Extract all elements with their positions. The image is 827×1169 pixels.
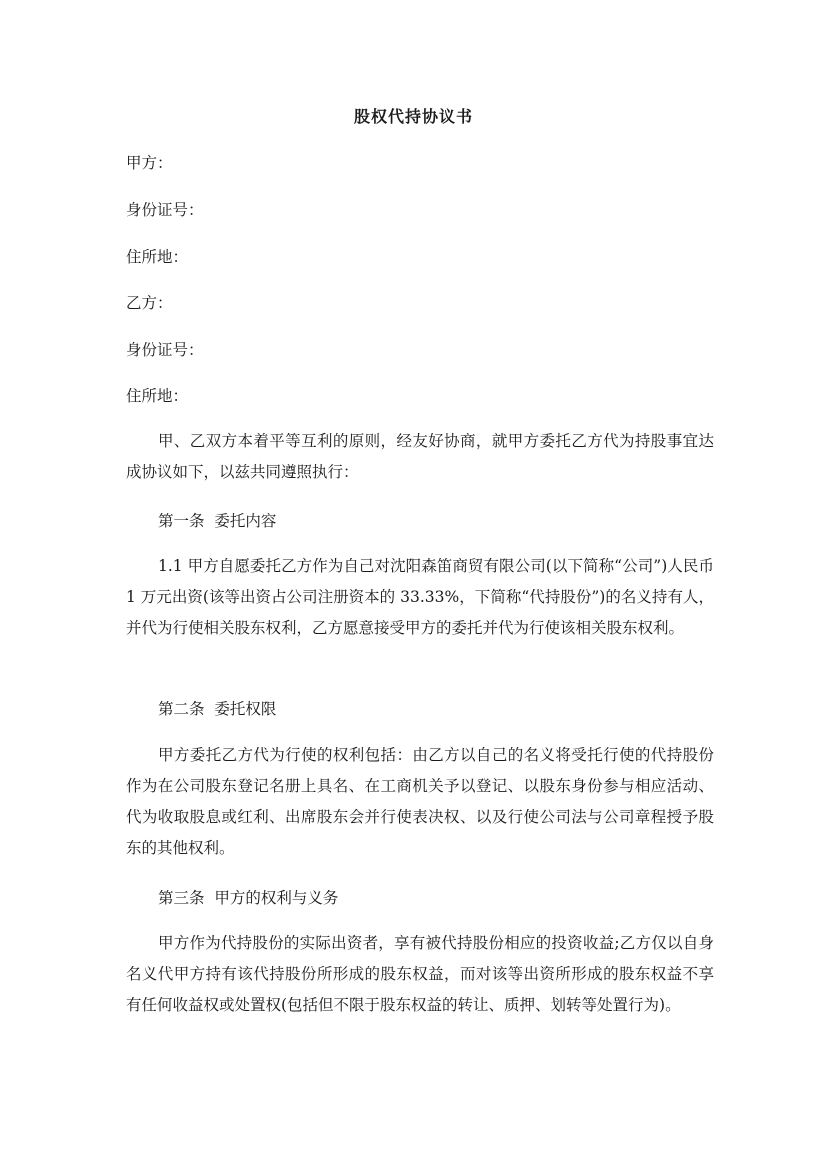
article-3-heading: 第三条 甲方的权利与义务	[158, 889, 339, 907]
article-1-body: 1.1 甲方自愿委托乙方作为自己对沈阳森笛商贸有限公司(以下简称“公司”)人民币 1 万元出资(该等出资占公司注册资本的 33.33%，下简称“代持股份”)的名义持有人，并代为行使相关股东权利，乙方愿意接受甲方的委托并代为行使该相关股东权利。	[126, 557, 714, 637]
party-b-id-label: 身份证号：	[126, 341, 204, 359]
party-a-address-label: 住所地：	[126, 248, 189, 266]
party-a-id-label: 身份证号：	[126, 201, 204, 219]
party-b-label: 乙方：	[126, 294, 173, 312]
party-b-address-label: 住所地：	[126, 387, 189, 405]
preamble-paragraph: 甲、乙双方本着平等互利的原则，经友好协商，就甲方委托乙方代为持股事宜达成协议如下，以兹共同遵照执行：	[126, 432, 714, 481]
document-title: 股权代持协议书	[353, 107, 473, 126]
article-1-heading: 第一条 委托内容	[158, 512, 277, 530]
article-2-heading: 第二条 委托权限	[158, 700, 277, 718]
article-3-body: 甲方作为代持股份的实际出资者，享有被代持股份相应的投资收益;乙方仅以自身名义代甲方持有该代持股份所形成的股东权益，而对该等出资所形成的股东权益不享有任何收益权或处置权(包括但不限于股东权益的转让、质押、划转等处置行为)。	[126, 934, 714, 1014]
party-a-label: 甲方：	[126, 154, 173, 172]
article-2-body: 甲方委托乙方代为行使的权利包括：由乙方以自己的名义将受托行使的代持股份作为在公司股东登记名册上具名、在工商机关予以登记、以股东身份参与相应活动、代为收取股息或红利、出席股东会并行使表决权、以及行使公司法与公司章程授予股东的其他权利。	[126, 746, 714, 857]
